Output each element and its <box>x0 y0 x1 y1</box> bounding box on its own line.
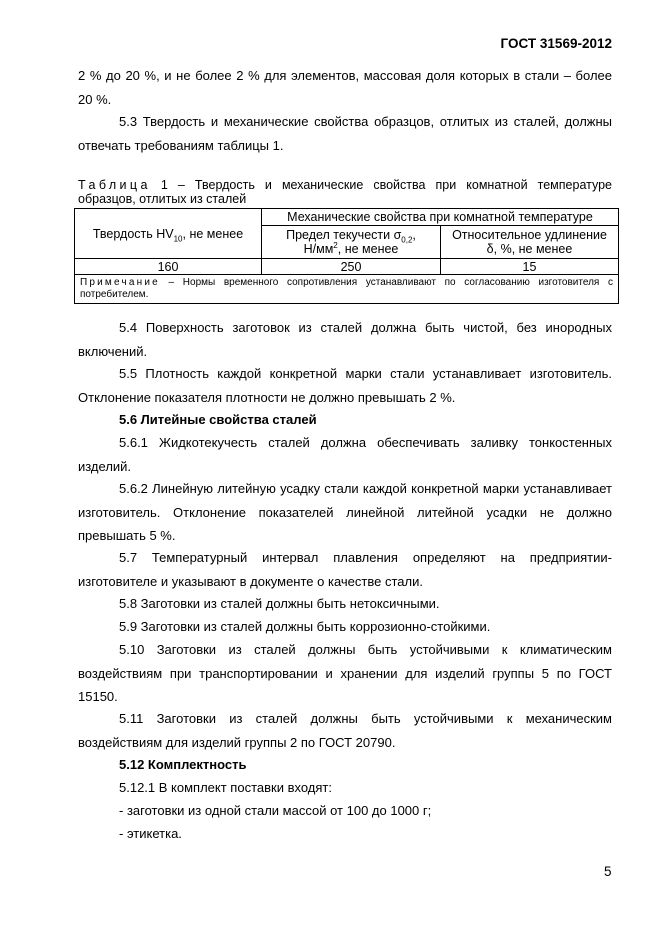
intro-paragraph: 2 % до 20 %, и не более 2 % для элементов, массовая доля которых в стали – более 20 %. <box>78 68 612 107</box>
section-heading-5-6: 5.6 Литейные свойства сталей <box>119 412 317 427</box>
table-caption-label: Таблица <box>78 178 151 192</box>
mechanical-properties-group-header: Механические свойства при комнатной температуре <box>262 209 619 226</box>
yield-strength-column-header: Предел текучести $\sigma_{0,2}$, $Н/мм^2$, не менее <box>262 226 441 259</box>
paragraph-5-5: 5.5 Плотность каждой конкретной марки стали устанавливает изготовитель. Отклонение показателя плотности не должно превышать 2 %. <box>78 366 612 405</box>
hardness-column-header: Твердость $HV_{10}$, не менее <box>75 209 262 259</box>
paragraph-5-6-1: 5.6.1 Жидкотекучесть сталей должна обеспечивать заливку тонкостенных изделий. <box>78 435 612 474</box>
table-caption <box>78 178 612 206</box>
paragraph-5-12-1: 5.12.1 В комплект поставки входят: <box>119 780 332 795</box>
paragraph-5-7: 5.7 Температурный интервал плавления определяют на предприятии-изготовителе и указывают в документе о качестве стали. <box>78 550 612 589</box>
section-heading-5-12: 5.12 Комплектность <box>119 757 247 772</box>
yield-strength-value: 250 <box>262 259 441 275</box>
hardness-value: 160 <box>75 259 262 275</box>
elongation-column-header: Относительное удлинение δ, %, не менее <box>441 226 619 259</box>
properties-table <box>74 208 619 304</box>
paragraph-5-6-2: 5.6.2 Линейную литейную усадку стали каждой конкретной марки устанавливает изготовитель. Отклонение показателей линейной литейной усадки не должно превышать 5 %. <box>78 481 612 543</box>
table-caption-text: 1 – Твердость и механические свойства при комнатной температуре образцов, отлитых из сталей <box>78 178 612 206</box>
paragraph-5-10: 5.10 Заготовки из сталей должны быть устойчивыми к климатическим воздействиям при транспортировании и хранении для изделий группы 5 по ГОСТ 15150. <box>78 642 612 704</box>
list-item-label: - этикетка. <box>119 826 182 841</box>
paragraph-5-11: 5.11 Заготовки из сталей должны быть устойчивыми к механическим воздействиям для изделий группы 2 по ГОСТ 20790. <box>78 711 612 750</box>
elongation-value: 15 <box>441 259 619 275</box>
standard-code: ГОСТ 31569-2012 <box>500 36 612 51</box>
paragraph-5-3: 5.3 Твердость и механические свойства образцов, отлитых из сталей, должны отвечать требованиям таблицы 1. <box>78 114 612 153</box>
paragraph-5-9: 5.9 Заготовки из сталей должны быть коррозионно-стойкими. <box>119 619 491 634</box>
table-note <box>75 275 619 304</box>
paragraph-5-8: 5.8 Заготовки из сталей должны быть нетоксичными. <box>119 596 440 611</box>
paragraph-5-4: 5.4 Поверхность заготовок из сталей должна быть чистой, без инородных включений. <box>78 320 612 359</box>
list-item-blanks: - заготовки из одной стали массой от 100 до 1000 г; <box>119 803 432 818</box>
page-number: 5 <box>604 864 612 879</box>
table-note-label: Примечание <box>80 277 160 288</box>
table-note-text: – Нормы временного сопротивления устанавливают по согласованию изготовителя с потребителем. <box>80 277 613 300</box>
